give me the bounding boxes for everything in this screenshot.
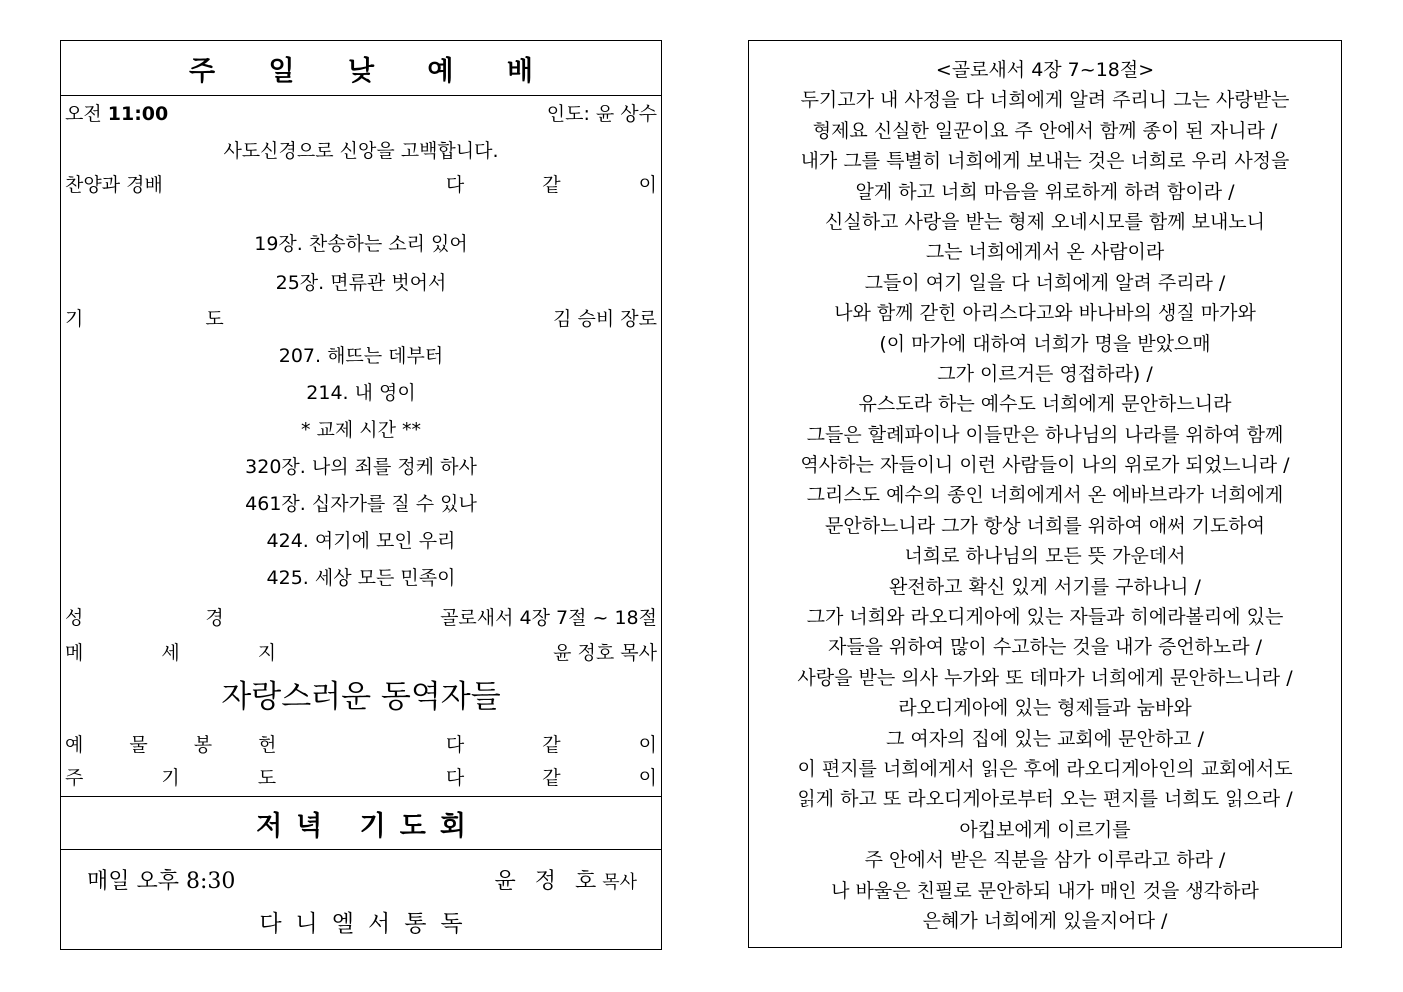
verse-line: 문안하느니라 그가 항상 너희를 위하여 애써 기도하여: [824, 514, 1266, 537]
morning-service-title: 주 일 낮 예 배: [188, 55, 555, 87]
scripture-reference: 골로새서 4장 7절 ~ 18절: [440, 607, 657, 629]
verse-line: 나 바울은 친필로 문안하되 내가 매인 것을 생각하라: [831, 879, 1259, 902]
verse-line: 알게 하고 너희 마음을 위로하게 하려 함이라 /: [855, 180, 1235, 203]
evening-leader-title: 목사: [602, 872, 637, 893]
verse-line: 신실하고 사랑을 받는 형제 오네시모를 함께 보내노니: [824, 210, 1266, 233]
lords-prayer-who: 다 같 이: [445, 767, 693, 789]
evening-service-title: 저녁 기도회: [256, 810, 480, 842]
verse-line: 그 여자의 집에 있는 교회에 문안하고 /: [886, 727, 1204, 750]
message-label: 메 세 지: [65, 642, 313, 664]
verse-line: 라오디게아에 있는 형제들과 눔바와: [898, 697, 1192, 720]
morning-service-title-box: [61, 41, 661, 96]
time-label: 오전: [65, 103, 102, 125]
prayer-person: 김 승비 장로: [553, 308, 657, 330]
verse-line: (이 마가에 대하여 너희가 명을 받았으매: [879, 332, 1211, 355]
verse-line: 내가 그를 특별히 너희에게 보내는 것은 너희로 우리 사정을: [800, 150, 1290, 173]
verse-line: 그가 이르거든 영접하라) /: [937, 362, 1153, 385]
verse-line: 은혜가 너희에게 있을지어다 /: [922, 909, 1168, 932]
hymn-item: 19장. 찬송하는 소리 있어: [254, 233, 468, 255]
verse-line: 이 편지를 너희에게서 읽은 후에 라오디게아인의 교회에서도: [797, 757, 1293, 780]
verse-line: 그들이 여기 일을 다 너희에게 알려 주리라 /: [864, 271, 1226, 294]
lords-prayer-label: 주 기 도: [65, 767, 313, 789]
verse-line: 그리스도 예수의 종인 너희에게서 온 에바브라가 너희에게: [806, 484, 1284, 507]
verse-line: 두기고가 내 사정을 다 너희에게 알려 주리니 그는 사랑받는: [800, 89, 1290, 112]
verse-line: 자들을 위하여 많이 수고하는 것을 내가 증언하노라 /: [827, 636, 1263, 659]
offering-label: 예 물 봉 헌: [65, 734, 297, 756]
verse-line: 사랑을 받는 의사 누가와 또 데마가 너희에게 문안하느니라 /: [797, 666, 1293, 689]
message-row: [65, 638, 657, 668]
creed-row: [65, 136, 657, 166]
song-item: 320장. 나의 죄를 정케 하사: [245, 456, 477, 478]
time-value: 11:00: [107, 103, 169, 125]
verse-line: 역사하는 자들이니 이런 사람들이 나의 위로가 되었느니라 /: [800, 454, 1290, 477]
verse-line: 그는 너희에게서 온 사람이라: [925, 241, 1165, 264]
prayer-row: [65, 304, 657, 334]
praise-together: 다 같 이: [445, 174, 693, 196]
evening-time: 매일 오후 8:30: [87, 869, 236, 894]
song-item: 461장. 십자가를 질 수 있나: [245, 493, 477, 515]
service-leader: 인도: 윤 상수: [546, 103, 657, 125]
offering-who: 다 같 이: [445, 734, 693, 756]
message-person: 윤 정호 목사: [553, 642, 657, 664]
sermon-title: 자랑스러운 동역자들: [221, 679, 501, 715]
verse-line: 너희로 하나님의 모든 뜻 가운데서: [904, 545, 1186, 568]
scripture-passage-panel: [748, 40, 1342, 948]
hymn-item: 25장. 면류관 벗어서: [275, 272, 447, 294]
verse-line: 완전하고 확신 있게 서기를 구하나니 /: [889, 575, 1201, 598]
passage-heading: <골로새서 4장 7~18절>: [935, 59, 1155, 81]
offering-row: [65, 730, 693, 760]
verse-line: 읽게 하고 또 라오디게아로부터 오는 편지를 너희도 읽으라 /: [797, 788, 1293, 811]
song-item: 214. 내 영이: [306, 382, 416, 404]
praise-row: [65, 170, 693, 200]
verse-line: 나와 함께 갇힌 아리스다고와 바나바의 생질 마가와: [834, 302, 1256, 325]
lords-prayer-row: [65, 763, 693, 793]
passage-text: [749, 55, 1341, 936]
fellowship-time: * 교제 시간 **: [300, 419, 422, 441]
worship-order-panel: [60, 40, 693, 950]
evening-reading: 다니엘서통독: [259, 911, 477, 937]
song-item: 207. 해뜨는 데부터: [278, 345, 444, 367]
verse-line: 아킵보에게 이르기를: [959, 818, 1131, 841]
creed-text: 사도신경으로 신앙을 고백합니다.: [223, 140, 499, 162]
service-time-row: [65, 99, 657, 129]
praise-label: 찬양과 경배: [65, 174, 163, 196]
verse-line: 그들은 할례파이나 이들만은 하나님의 나라를 위하여 함께: [806, 423, 1284, 446]
verse-line: 그가 너희와 라오디게아에 있는 자들과 히에라볼리에 있는: [806, 606, 1284, 629]
scripture-label: 성 경: [65, 607, 282, 629]
scripture-row: [65, 603, 657, 633]
song-item: 425. 세상 모든 민족이: [266, 567, 456, 589]
verse-line: 주 안에서 받은 직분을 삼가 이루라고 하라 /: [864, 849, 1226, 872]
prayer-label: 기 도: [65, 308, 282, 330]
verse-line: 형제요 신실한 일꾼이요 주 안에서 함께 종이 된 자니라 /: [812, 119, 1278, 142]
evening-service-title-box: [61, 796, 661, 850]
song-item: 424. 여기에 모인 우리: [266, 530, 456, 552]
evening-leader-name: 윤 정 호: [494, 869, 603, 894]
verse-line: 유스도라 하는 예수도 너희에게 문안하느니라: [858, 393, 1232, 416]
